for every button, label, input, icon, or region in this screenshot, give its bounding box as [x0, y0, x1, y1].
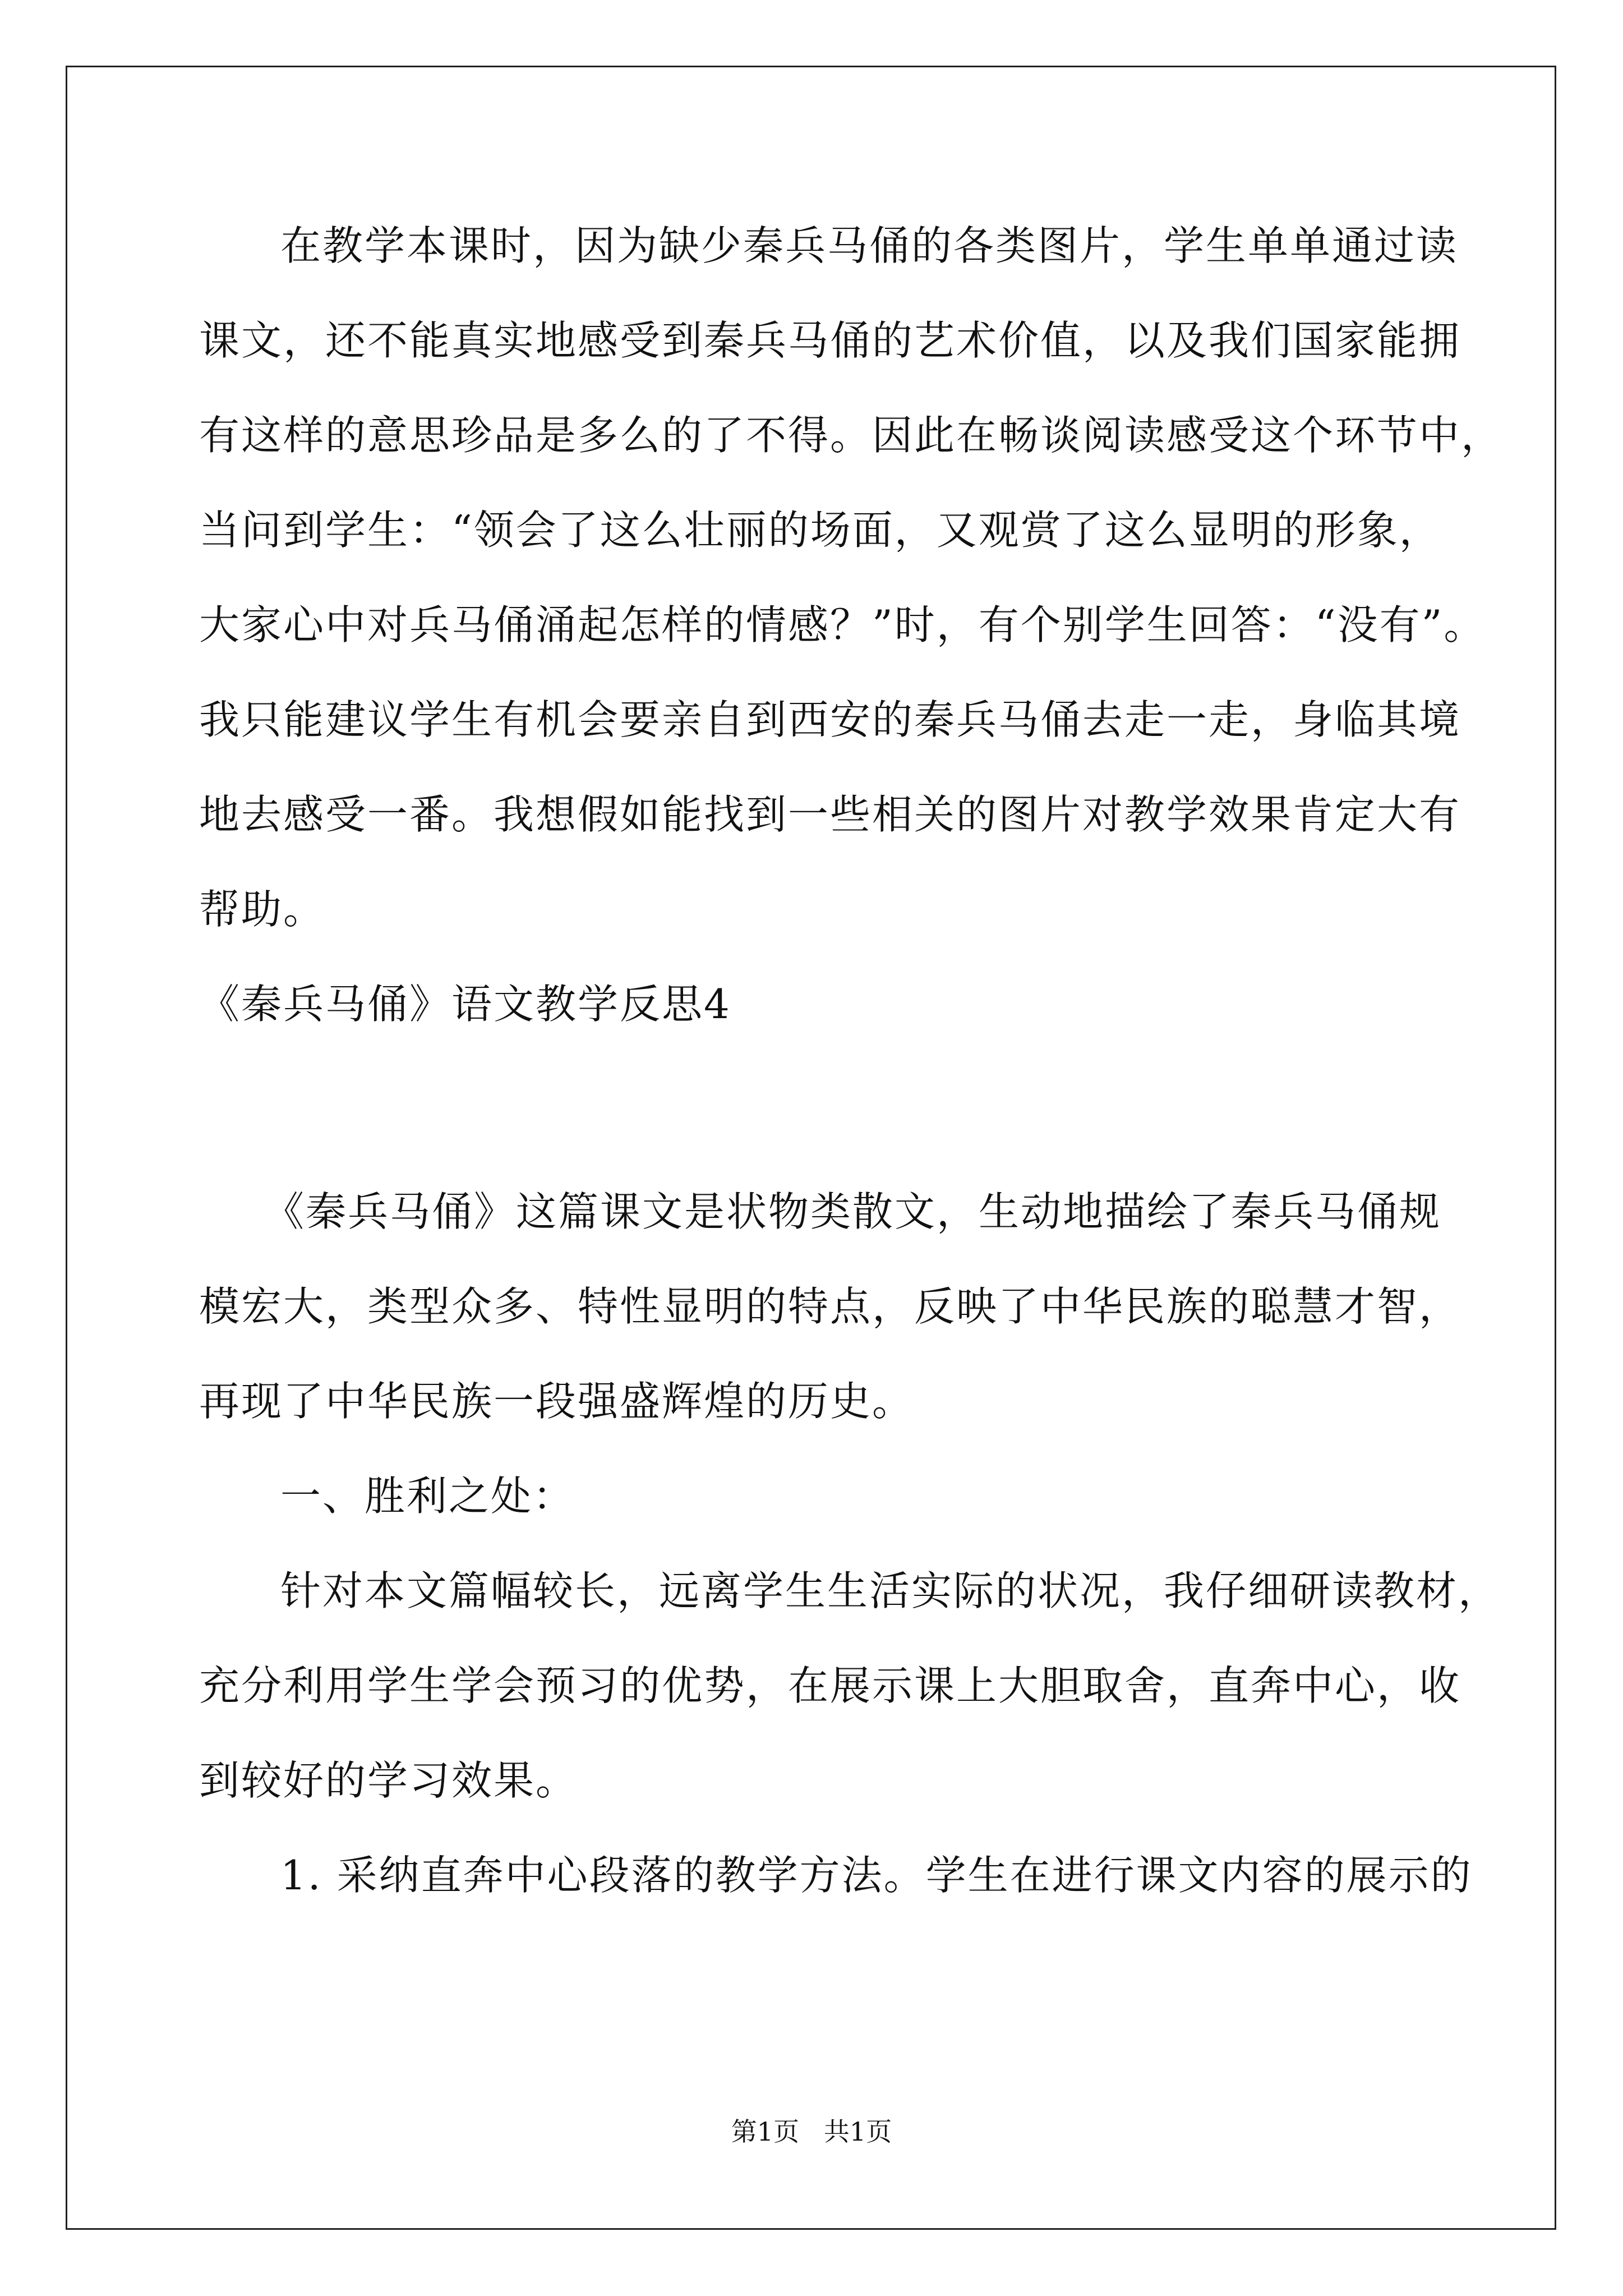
paragraph-line: 到较好的学习效果。	[199, 1757, 578, 1804]
paragraph-line: 1. 采纳直奔中心段落的教学方法。学生在进行课文内容的展示的	[280, 1852, 1473, 1899]
paragraph-line: 《秦兵马俑》这篇课文是状物类散文，生动地描绘了秦兵马俑规	[264, 1188, 1442, 1235]
paragraph-line: 在教学本课时，因为缺少秦兵马俑的各类图片，学生单单通过读	[280, 222, 1459, 269]
page-border	[66, 66, 1556, 2230]
paragraph-line: 地去感受一番。我想假如能找到一些相关的图片对教学效果肯定大有	[199, 791, 1461, 838]
paragraph-line: 有这样的意思珍品是多么的了不得。因此在畅谈阅读感受这个环节中，	[199, 412, 1504, 459]
section-heading: 《秦兵马俑》语文教学反思4	[199, 981, 731, 1028]
paragraph-line: 帮助。	[199, 886, 326, 933]
paragraph-line: 充分利用学生学会预习的优势，在展示课上大胆取舍，直奔中心，收	[199, 1662, 1461, 1709]
subheading: 一、胜利之处：	[280, 1473, 575, 1520]
paragraph-line: 模宏大，类型众多、特性显明的特点，反映了中华民族的聪慧才智，	[199, 1283, 1461, 1330]
paragraph-line: 我只能建议学生有机会要亲自到西安的秦兵马俑去走一走，身临其境	[199, 696, 1461, 743]
paragraph-line: 大家心中对兵马俑涌起怎样的情感？”时，有个别学生回答：“没有”。	[199, 601, 1486, 648]
paragraph-line: 当问到学生：“领会了这么壮丽的场面，又观赏了这么显明的形象，	[199, 507, 1441, 554]
paragraph-line: 再现了中华民族一段强盛辉煌的历史。	[199, 1378, 915, 1425]
paragraph-line: 课文，还不能真实地感受到秦兵马俑的艺术价值，以及我们国家能拥	[199, 317, 1461, 364]
paragraph-line: 针对本文篇幅较长，远离学生生活实际的状况，我仔细研读教材，	[280, 1567, 1501, 1614]
page-footer: 第1页 共1页	[731, 2116, 892, 2147]
